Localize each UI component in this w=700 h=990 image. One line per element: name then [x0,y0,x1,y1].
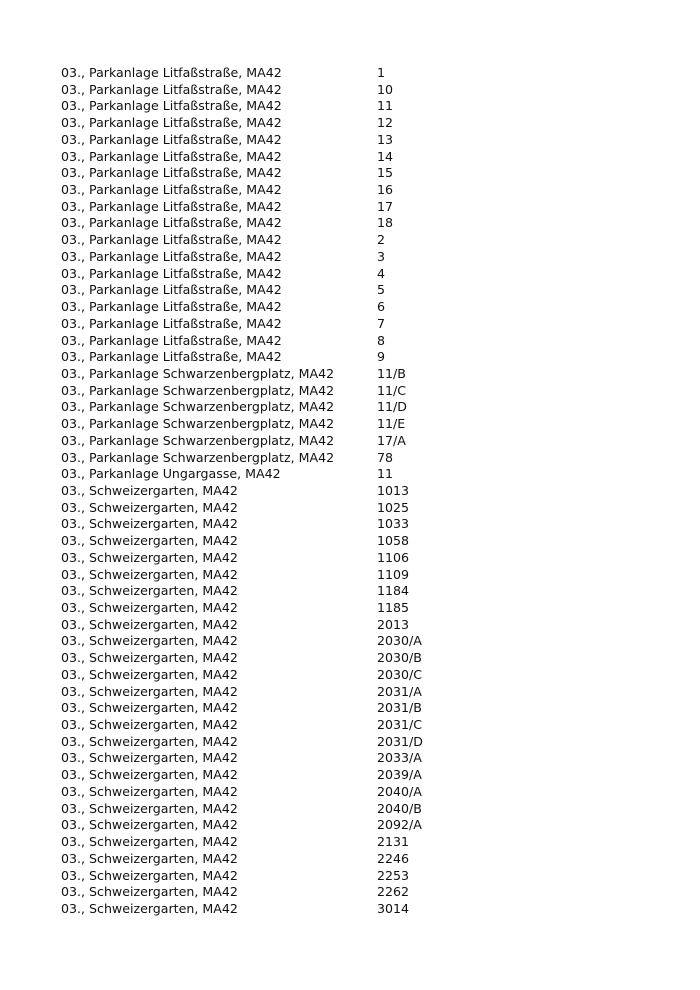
table-row [61,734,521,751]
table-row [61,550,521,567]
location-cell: 03., Parkanlage Litfaßstraße, MA42 [61,115,282,131]
location-cell: 03., Schweizergarten, MA42 [61,850,238,866]
location-cell: 03., Schweizergarten, MA42 [61,700,238,716]
table-row [61,165,521,182]
table-row [61,801,521,818]
number-cell: 15 [377,165,394,181]
location-cell: 03., Schweizergarten, MA42 [61,900,238,916]
number-cell: 2131 [377,834,410,850]
number-cell: 1106 [377,549,410,565]
number-cell: 2013 [377,616,410,632]
table-row [61,282,521,299]
table-row [61,132,521,149]
number-cell: 11/E [377,416,406,432]
number-cell: 3 [377,248,386,264]
tree-list-table [61,65,521,918]
table-row [61,249,521,266]
location-cell: 03., Schweizergarten, MA42 [61,717,238,733]
table-row [61,617,521,634]
number-cell: 2030/C [377,666,423,682]
location-cell: 03., Schweizergarten, MA42 [61,834,238,850]
table-row [61,901,521,918]
location-cell: 03., Schweizergarten, MA42 [61,549,238,565]
location-cell: 03., Parkanlage Litfaßstraße, MA42 [61,248,282,264]
number-cell: 2031/D [377,733,423,749]
location-cell: 03., Schweizergarten, MA42 [61,616,238,632]
table-row [61,633,521,650]
number-cell: 2246 [377,850,410,866]
number-cell: 1 [377,65,386,80]
location-cell: 03., Schweizergarten, MA42 [61,884,238,900]
number-cell: 7 [377,315,386,331]
table-row [61,834,521,851]
location-cell: 03., Parkanlage Schwarzenbergplatz, MA42 [61,399,335,415]
number-cell: 6 [377,299,386,315]
table-row [61,199,521,216]
location-cell: 03., Parkanlage Litfaßstraße, MA42 [61,81,282,97]
table-row [61,516,521,533]
number-cell: 2031/C [377,717,423,733]
table-row [61,115,521,132]
table-row [61,349,521,366]
number-cell: 18 [377,215,394,231]
location-cell: 03., Schweizergarten, MA42 [61,533,238,549]
location-cell: 03., Schweizergarten, MA42 [61,683,238,699]
table-row [61,851,521,868]
location-cell: 03., Schweizergarten, MA42 [61,600,238,615]
location-cell: 03., Schweizergarten, MA42 [61,750,238,766]
table-row [61,667,521,684]
number-cell: 2030/A [377,633,422,649]
location-cell: 03., Parkanlage Litfaßstraße, MA42 [61,65,282,80]
location-cell: 03., Parkanlage Litfaßstraße, MA42 [61,349,282,365]
number-cell: 11/C [377,382,407,398]
number-cell: 1033 [377,516,410,532]
number-cell: 2 [377,232,386,248]
number-cell: 2031/A [377,683,422,699]
table-row [61,784,521,801]
location-cell: 03., Schweizergarten, MA42 [61,566,238,582]
location-cell: 03., Parkanlage Litfaßstraße, MA42 [61,299,282,315]
table-row [61,500,521,517]
number-cell: 1058 [377,533,410,549]
number-cell: 2031/B [377,700,422,716]
table-row [61,483,521,500]
table-row [61,399,521,416]
number-cell: 11 [377,466,394,482]
number-cell: 2092/A [377,817,422,833]
number-cell: 1013 [377,482,410,498]
location-cell: 03., Parkanlage Litfaßstraße, MA42 [61,282,282,298]
location-cell: 03., Schweizergarten, MA42 [61,733,238,749]
number-cell: 2033/A [377,750,422,766]
location-cell: 03., Schweizergarten, MA42 [61,650,238,666]
number-cell: 8 [377,332,386,348]
table-row [61,717,521,734]
table-row [61,583,521,600]
location-cell: 03., Parkanlage Schwarzenbergplatz, MA42 [61,449,335,465]
number-cell: 9 [377,349,386,365]
location-cell: 03., Parkanlage Schwarzenbergplatz, MA42 [61,365,335,381]
number-cell: 78 [377,449,394,465]
number-cell: 3014 [377,900,410,916]
location-cell: 03., Parkanlage Litfaßstraße, MA42 [61,148,282,164]
number-cell: 2030/B [377,650,422,666]
number-cell: 5 [377,282,386,298]
location-cell: 03., Schweizergarten, MA42 [61,516,238,532]
number-cell: 2040/B [377,800,422,816]
table-row [61,149,521,166]
location-cell: 03., Schweizergarten, MA42 [61,666,238,682]
table-row [61,450,521,467]
table-row [61,466,521,483]
table-row [61,868,521,885]
table-row [61,600,521,617]
number-cell: 16 [377,182,394,198]
table-row [61,316,521,333]
number-cell: 2262 [377,884,410,900]
table-row [61,366,521,383]
table-row [61,266,521,283]
location-cell: 03., Parkanlage Litfaßstraße, MA42 [61,232,282,248]
location-cell: 03., Schweizergarten, MA42 [61,783,238,799]
table-row [61,817,521,834]
number-cell: 2040/A [377,783,422,799]
table-row [61,232,521,249]
location-cell: 03., Schweizergarten, MA42 [61,767,238,783]
table-row [61,650,521,667]
table-row [61,767,521,784]
location-cell: 03., Schweizergarten, MA42 [61,867,238,883]
number-cell: 17 [377,198,394,214]
table-row [61,82,521,99]
number-cell: 11/D [377,399,407,415]
table-row [61,98,521,115]
table-row [61,884,521,901]
number-cell: 2039/A [377,767,422,783]
table-row [61,750,521,767]
number-cell: 1025 [377,499,410,515]
location-cell: 03., Parkanlage Litfaßstraße, MA42 [61,332,282,348]
location-cell: 03., Parkanlage Litfaßstraße, MA42 [61,131,282,147]
number-cell: 10 [377,81,394,97]
location-cell: 03., Parkanlage Litfaßstraße, MA42 [61,198,282,214]
table-row [61,567,521,584]
location-cell: 03., Parkanlage Schwarzenbergplatz, MA42 [61,432,335,448]
table-row [61,182,521,199]
location-cell: 03., Schweizergarten, MA42 [61,800,238,816]
table-row [61,65,521,82]
number-cell: 1185 [377,600,410,615]
table-row [61,333,521,350]
table-row [61,383,521,400]
number-cell: 11 [377,98,394,114]
location-cell: 03., Parkanlage Litfaßstraße, MA42 [61,215,282,231]
location-cell: 03., Parkanlage Ungargasse, MA42 [61,466,281,482]
location-cell: 03., Schweizergarten, MA42 [61,633,238,649]
number-cell: 2253 [377,867,410,883]
location-cell: 03., Parkanlage Schwarzenbergplatz, MA42 [61,382,335,398]
location-cell: 03., Parkanlage Litfaßstraße, MA42 [61,315,282,331]
location-cell: 03., Parkanlage Schwarzenbergplatz, MA42 [61,416,335,432]
table-row [61,215,521,232]
table-row [61,533,521,550]
location-cell: 03., Schweizergarten, MA42 [61,499,238,515]
location-cell: 03., Parkanlage Litfaßstraße, MA42 [61,182,282,198]
number-cell: 4 [377,265,386,281]
location-cell: 03., Schweizergarten, MA42 [61,817,238,833]
table-row [61,299,521,316]
number-cell: 17/A [377,432,406,448]
location-cell: 03., Schweizergarten, MA42 [61,482,238,498]
location-cell: 03., Schweizergarten, MA42 [61,583,238,599]
table-row [61,433,521,450]
number-cell: 14 [377,148,394,164]
number-cell: 13 [377,131,394,147]
location-cell: 03., Parkanlage Litfaßstraße, MA42 [61,265,282,281]
table-row [61,416,521,433]
number-cell: 1109 [377,566,410,582]
table-row [61,684,521,701]
number-cell: 11/B [377,365,406,381]
location-cell: 03., Parkanlage Litfaßstraße, MA42 [61,165,282,181]
number-cell: 12 [377,115,394,131]
number-cell: 1184 [377,583,410,599]
location-cell: 03., Parkanlage Litfaßstraße, MA42 [61,98,282,114]
table-row [61,700,521,717]
